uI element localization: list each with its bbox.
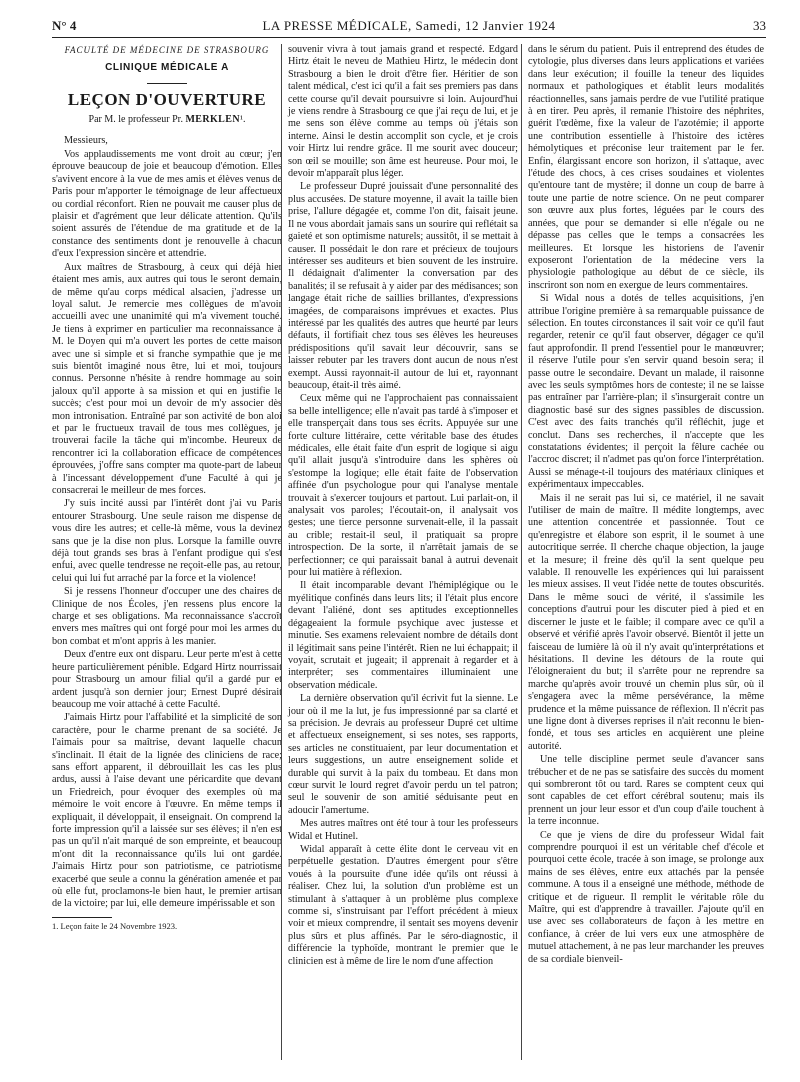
column-divider	[521, 44, 522, 1060]
paragraph: J'y suis incité aussi par l'intérêt dont j'ai vu Paris entourer Strasbourg. Une seule raison me dispense de vous dire les autres; et celle-là même, vous la devinez sans que je la dise non plus. Lorsque la famille ouvre déjà tout grands ses bras à l'enfant prodigue qui s'est enfui, avec quelle tendresse ne reçoit-elle pas, au retour, celui qui lui fut arraché par la force et la violence!	[52, 498, 282, 584]
paragraph: Aux maîtres de Strasbourg, à ceux qui déjà hier étaient mes amis, aux autres qui tous le seront demain, de même qu'au corps médical alsacien, j'adresse un loyal salut. Je remercie mes collègues de m'avoir accueilli avec une unanimité qui m'a vivement touché. Je tiens à exprimer en particulier ma reconnaissance à M. le Doyen qui m'a ouvert les portes de cette maison avec une si simple et si franche sympathie que je me suis bientôt imaginé nous être, lui et moi, toujours connus. Personne n'hésite à rendre hommage au soin jaloux qu'il apporte à sa mission et qui en justifie le succès; c'est pour moi un devoir de m'y associer dès mon intronisation. Entraîné par son activité de bon aloi et par le fructueux travail de tous mes collègues, je trouverai facile la tâche qui m'incombe. Heureux de rencontrer ici la collaboration efficace de compétences éprouvées, j'offre sans compter ma quote-part de labeur à l'incessant développement d'une Faculté à qui je consacrerai le meilleur de mes forces.	[52, 261, 282, 496]
column-3	[528, 44, 764, 966]
paragraph: Mais il ne serait pas lui si, ce matériel, il ne savait l'utiliser de main de maître. Il médite longtemps, avec une attention concentrée et passionnée. Tout ce qu'enregistre et élabore son esprit, il le soumet à une autocritique serrée. Il cherche chaque objection, la jauge et la mesure; il freine dès qu'il la sent quelque peu valable. Il renouvelle les expériences qui lui paraissent les mieux assises. Il veut l'idée nette de toutes obscurités. Dans le même souci de vérité, il s'assimile les conceptions d'autrui pour les discuter pied à pied et en discerner le juste et le faible; il compare avec ce qu'il a observé et vérifié après l'avoir observé. Bientôt il jette un faisceau de lumière là où il n'y avait qu'interprétations et hésitations. Il devine les détours de la route qui l'éloigneraient du but; il s'arrête pour ne reprendre sa marche qu'après avoir trouvé un chemin plus sûr, où il s'engagera avec la même persévérance, la même prudence et la même puissance de réflexion. Il n'écrit pas une ligne dont à diverses reprises il n'ait reconnu le bien-fondé, et tous ses articles en acquièrent une pleine autorité.	[528, 492, 764, 752]
clinique-heading: CLINIQUE MÉDICALE A	[105, 62, 229, 74]
paragraph: dans le sérum du patient. Puis il entreprend des études de cytologie, plus diverses dans leurs applications et variées dans leur exécution; il fouille la teneur des liquides normaux et pathologiques et établit leurs modalités réactionnelles, sans jamais perdre de vue l'utilité pratique à en tirer. Peu après, il remanie l'histoire des néphrites, guérit l'œdème, fixe la valeur de l'azotémie; il apporte une contribution essentielle à l'histoire des ictères hémolytiques et préconise leur traitement par le fer. Enfin, élargissant encore son horizon, il s'attaque, avec l'étude des chocs, à ces crises soudaines et violentes qu'entoure tant de mystère; il donne un coup de barre à toute une partie de notre science. On ne peut comparer son œuvre aux plus fortes, léguées par le cours des années, que pour se demander si elle n'égale ou ne dépasse pas celles que le temps a consacrées les meilleures. Et lorsque les historiens de l'avenir exposeront l'orientation de la médecine vers la physiologie pathologique au début de ce siècle, ils inscriront son nom en exergue de leurs commentaires.	[528, 44, 764, 291]
paragraph: Ce que je viens de dire du professeur Widal fait comprendre pourquoi il est un véritable chef d'école et pourquoi cette école, tracée à son image, se prolonge aux mains de ses élèves, entre eux attachés par la pensée commune. A tous il a enseigné une méthode, méthode de critique et de rigueur. Il remplit le véritable rôle du Maître, qui est d'apprendre à travailler. J'ajoute qu'il en use avec ses collaborateurs de façon à les mettre en confiance, à créer de lui vers eux une atmosphère de mutuel attachement, à ne pas leur marchander les preuves de sa cordiale bienveil-	[528, 829, 764, 965]
column-1	[52, 44, 282, 931]
paragraph: Si Widal nous a dotés de telles acquisitions, j'en attribue l'origine première à sa remarquable puissance de sélection. En toutes circonstances il sait voir ce qu'il faut regarder, retenir ce qu'il faut observer, dégager ce qu'il faut approfondir. Il prend l'essentiel pour le manœuvrer; il réserve l'utile pour s'en servir quand besoin sera; il passe outre le secondaire. Devant un malade, il raisonne avec les seuls symptômes hors de conteste; il ne se laisse pas entraîner par l'arrière-plan; il s'insurgerait contre un diagnostic basé sur des signes passibles de discussion. C'est avec des faits tranchés qu'il réfléchit, juge et conclut. Dans ses recherches, il n'accepte que les constatations évidentes; il perçoit la fêlure cachée ou l'accroc discret; il n'admet pas qu'on force l'interprétation. Aussi se ménage-t-il toujours des matériaux cliniques et expérimentaux impeccables.	[528, 293, 764, 491]
faculty-heading: FACULTÉ DE MÉDECINE DE STRASBOURG	[64, 45, 270, 55]
paragraph: Deux d'entre eux ont disparu. Leur perte m'est à cette heure particulièrement pénible. Edgard Hirtz nourrissait pour Strasbourg un amour filial qu'il a gardé pur et ardent jusqu'à son dernier jour; Ernest Dupré désirait beaucoup me voir attaché à cette Faculté.	[52, 649, 282, 710]
heading-divider	[147, 83, 187, 84]
author-name: MERKLEN	[185, 114, 240, 126]
footnote-marker: ¹.	[239, 114, 246, 126]
byline-prefix: Par M. le professeur Pr.	[88, 114, 183, 126]
paragraph: Widal apparaît à cette élite dont le cerveau vit en perpétuelle gestation. D'autres émergent pour s'être voués à la poursuite d'une idée qu'ils ont réussi à réaliser. Chez lui, la solution d'un problème est un stimulant à s'attaquer à un problème plus complexe comme si, s'instruisant par l'effort précédent à mieux voir et mieux comprendre, il sentait ses moyens devenir plus sûrs et plus affinés. Par le séro-diagnostic, il différencie la typhoïde, montrant le premier que le clinicien est à même de lire le nom d'une affection	[288, 844, 518, 967]
journal-title: LA PRESSE MÉDICALE, Samedi, 12 Janvier 1924	[262, 18, 556, 33]
paragraph: Le professeur Dupré jouissait d'une personnalité des plus accusées. De stature moyenne, il avait la taille bien prise, l'allure dégagée et, comme l'on dit, faisait jeune. Il ne vous abordait jamais sans un sourire qui reflétait sa gaieté et son optimisme naturels; aussitôt, il se mettait à causer. Il possédait le don rare et précieux de toujours intéresser ses auditeurs et bien souvent de les instruire. Il dédaignait d'alimenter la conversation par des banalités; il se refusait à y aider par des médisances; son langage était riche de saillies brillantes, d'expressions imagées, de comparaisons imprévues et exactes. Plus intéressé par les qualités des autres que heurté par leurs défauts, il fortifiait chez tous ses élèves les heureuses prédispositions qu'il savait leur découvrir, sans se laisser rebuter par les travers dont aucun de nous n'est exempt. Aussi rayonnait-il autour de lui et, rayonnant beaucoup, était-il très aimé.	[288, 181, 518, 391]
footnote: 1. Leçon faite le 24 Novembre 1923.	[52, 920, 178, 931]
footnote-rule	[52, 917, 112, 918]
paragraph: souvenir vivra à tout jamais grand et respecté. Edgard Hirtz était le neveu de Mathieu Hirtz, le médecin dont Strasbourg a bien le droit d'être fier. Héritier de son talent médical, c'est ici qu'il a fait ses premiers pas dans cette course qu'il devait poursuivre si loin. Aujourd'hui je viens rendre à Strasbourg ce que j'ai reçu de lui, et je me sens son élève comme au temps où j'étais son interne. Ainsi le destin accomplit son cycle, et je crois voir Hirtz lui rendre grâce. Il me sourit avec douceur; son œil se mouille; son âme est heureuse. Pour moi, le devoir m'apparaît plus léger.	[288, 44, 518, 180]
salutation: Messieurs,	[64, 134, 108, 146]
column-2	[288, 44, 518, 968]
byline	[52, 114, 282, 126]
paragraph: Il était incomparable devant l'hémiplégique ou le myélitique confinés dans leurs lits; il l'était plus encore devant l'aliéné, dont ses aptitudes exceptionnelles dégageaient la formule psychique avec justesse et minutie. Ses examens relevaient nombre de détails dont il légitimait sans peine l'intérêt. Rien ne lui échappait; il voyait, scrutait et jugeait; il apprenait à regarder et à interpréter; ses commentaires illuminaient une observation médicale.	[288, 580, 518, 691]
paragraph: La dernière observation qu'il écrivit fut la sienne. Le jour où il me la lut, je fus impressionné par sa clarté et sa précision. Je devrais au professeur Dupré cet ultime et affectueux enseignement, si ses notes, ses rapports, ses articles ne constituaient, par leur documentation et leurs suggestions, un autre enseignement solide et durable qui survit à la paix du tombeau. Et dans mon cœur survit le lourd regret d'avoir perdu un tel patron; seul le souvenir de son amitié séduisante peut en adoucir l'amertume.	[288, 693, 518, 816]
header-rule	[52, 37, 766, 38]
issue-number: N° 4	[52, 18, 77, 33]
paragraph: Si je ressens l'honneur d'occuper une des chaires de Clinique de nos Écoles, j'en ressens plus encore la charge et ses obligations. Ma reconnaissance s'accroît envers mes maîtres qui ont forgé pour moi les armes du bon combat et m'ont appris à les manier.	[52, 586, 282, 647]
column-divider	[281, 44, 282, 1060]
article-title: LEÇON D'OUVERTURE	[67, 89, 267, 109]
paragraph: Vos applaudissements me vont droit au cœur; j'en éprouve beaucoup de joie et beaucoup d'émotion. Elles s'avivent encore à la vue de mes amis et élèves venus de Paris pour m'apporter le témoignage de leur affectueux ou cordial réconfort. Rien ne pouvait me causer plus de plaisir et d'agrément que leur délicate attention. Qu'ils soient assurés de l'étendue de ma gratitude et de la constance des sentiments dont je renouvelle à chacun d'eux l'expression sincère et attendrie.	[52, 149, 282, 260]
running-header	[52, 18, 766, 38]
page-number: 33	[753, 18, 766, 33]
paragraph: J'aimais Hirtz pour l'affabilité et la simplicité de son caractère, pour le charme prenant de sa société. Je l'aimais pour sa maîtrise, devant laquelle chacun s'inclinait. Il était de la lignée des cliniciens de race; sans effort apparent, il débrouillait les cas les plus ardus, aussi à l'aise devant une péricardite que devant un Friedreich, pour évoquer des exemples où ma mémoire le voit encore à l'œuvre. En même temps il expliquait, il développait, il enseignait. On comprend la forte impression qu'il a laissée sur ses élèves; il n'en est pas un qu'il n'ait marqué de son empreinte, et beaucoup m'ont dit la reconnaissance qu'ils lui ont gardée. J'aimais Hirtz pour son patriotisme, ce patriotisme exacerbé que seule a connu la génération amenée et par où elle fut, proclamons-le bien haut, le premier artisan de la victoire; par lui, elle demeure impérissable et son	[52, 712, 282, 910]
paragraph: Une telle discipline permet seule d'avancer sans trébucher et de ne pas se satisfaire des succès du moment qui sombreront tôt ou tard. Rares se comptent ceux qui sont capables de cet effort cérébral soutenu; mais ils prennent un jour leur essor et d'un coup d'aile touchent à la terre inconnue.	[528, 754, 764, 828]
paragraph: Ceux même qui ne l'approchaient pas connaissaient sa belle intelligence; elle n'avait pas tardé à s'imposer et elle transperçait dans tous ses écrits. Appuyée sur une forte culture littéraire, cette véritable base des études médicales, elle était faite d'un esprit de logique si aigu qu'il allait jusqu'à s'introduire dans les sphères où s'estompe la logique; elle était faite de l'observation affinée d'un psychologue pour qui l'analyse mentale trouvait à s'exercer toujours et partout. Lui parlait-on, il analysait vos paroles; l'écoutait-on, il analysait vos gestes; une tierce personne survenait-elle, il la passait au crible; restait-il seul, il pratiquait sa propre introspection. De la sorte, il n'arrêtait jamais de se perfectionner; ce qui paraissait banal à autrui devenait pour lui matière à réflexion.	[288, 393, 518, 579]
paragraph: Mes autres maîtres ont été tour à tour les professeurs Widal et Hutinel.	[288, 818, 518, 842]
